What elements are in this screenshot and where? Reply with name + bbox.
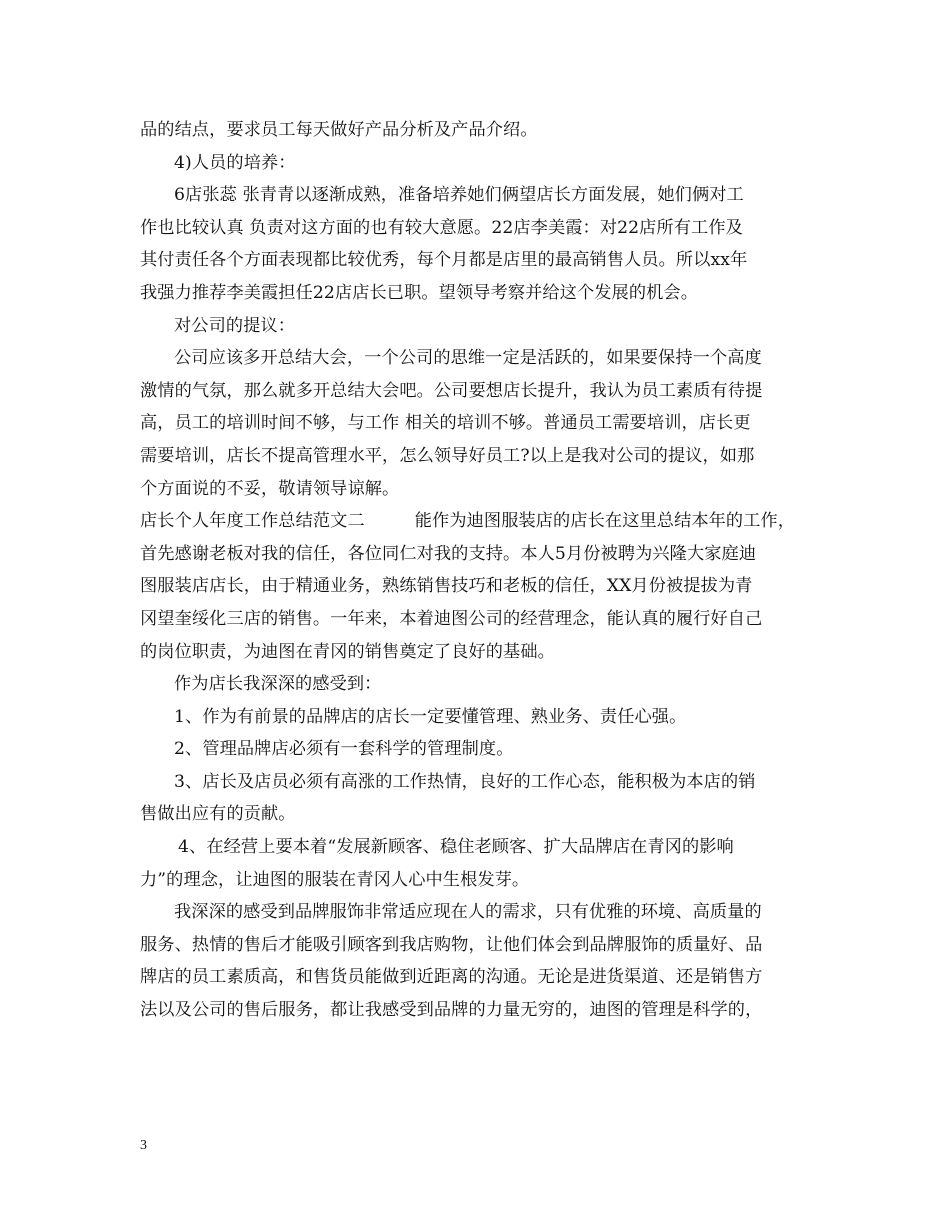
- section-heading: 对公司的提议：: [174, 315, 296, 336]
- paragraph-line: 力”的理念，让迪图的服装在青冈人心中生根发芽。: [140, 869, 530, 890]
- list-item: 1、作为有前景的品牌店的店长一定要懂管理、熟业务、责任心强。: [174, 706, 687, 727]
- paragraph-line: 图服装店店长，由于精通业务，熟练销售技巧和老板的信任，XX月份被提拔为青: [140, 576, 753, 597]
- paragraph-line: 首先感谢老板对我的信任，各位同仁对我的支持。本人5月份被聘为兴隆大家庭迪: [140, 543, 757, 564]
- section-heading: 4)人员的培养：: [174, 152, 296, 173]
- page-number: 3: [140, 1138, 147, 1153]
- paragraph-line: 其付责任各个方面表现都比较优秀，每个月都是店里的最高销售人员。所以xx年: [140, 250, 748, 271]
- paragraph-line: 个方面说的不妥，敬请领导谅解。: [140, 478, 400, 499]
- paragraph-line: 冈望奎绥化三店的销售。一年来，本着迪图公司的经营理念，能认真的履行好自己: [140, 608, 763, 629]
- paragraph-line: 高，员工的培训时间不够，与工作 相关的培训不够。普通员工需要培训，店长更: [140, 413, 751, 434]
- paragraph-line: 服务、热情的售后才能吸引顾客到我店购物，让他们体会到品牌服饰的质量好、品: [140, 934, 763, 955]
- title-line: [140, 505, 830, 538]
- paragraph-line: 6店张蕊 张青青以逐渐成熟，准备培养她们俩望店长方面发展，她们俩对工: [174, 185, 744, 206]
- paragraph-line: 售做出应有的贡献。: [140, 804, 296, 825]
- paragraph-line: 的岗位职责，为迪图在青冈的销售奠定了良好的基础。: [140, 641, 555, 662]
- section-title: 店长个人年度工作总结范文二: [140, 511, 365, 532]
- paragraph-line: 公司应该多开总结大会，一个公司的思维一定是活跃的，如果要保持一个高度: [174, 348, 762, 369]
- paragraph-line: 牌店的员工素质高，和售货员能做到近距离的沟通。无论是进货渠道、还是销售方: [140, 967, 763, 988]
- paragraph-line: 我深深的感受到品牌服饰非常适应现在人的需求，只有优雅的环境、高质量的: [174, 902, 762, 923]
- list-item: 4、在经营上要本着“发展新顾客、稳住老顾客、扩大品牌店在青冈的影响: [178, 837, 734, 858]
- paragraph-line: 需要培训，店长不提高管理水平，怎么领导好员工?以上是我对公司的提议，如那: [140, 445, 755, 466]
- paragraph-line: 能作为迪图服装店的店长在这里总结本年的工作，: [414, 511, 796, 532]
- paragraph-line: 激情的气氛，那么就多开总结大会吧。公司要想店长提升，我认为员工素质有待提: [140, 380, 763, 401]
- document-body: [140, 114, 830, 1027]
- paragraph-line: 品的结点，要求员工每天做好产品分析及产品介绍。: [140, 120, 538, 140]
- list-item: 3、店长及店员必须有高涨的工作热情，良好的工作心态，能积极为本店的销: [174, 771, 756, 792]
- paragraph-line: 我强力推荐李美霞担任22店店长已职。望领导考察并给这个发展的机会。: [140, 282, 698, 303]
- paragraph-line: 作也比较认真 负责对这方面的也有较大意愿。22店李美霞：对22店所有工作及: [140, 217, 743, 238]
- section-heading: 作为店长我深深的感受到：: [174, 674, 382, 695]
- paragraph-line: 法以及公司的售后服务，都让我感受到品牌的力量无穷的，迪图的管理是科学的，: [140, 1000, 763, 1021]
- list-item: 2、管理品牌店必须有一套科学的管理制度。: [174, 739, 514, 760]
